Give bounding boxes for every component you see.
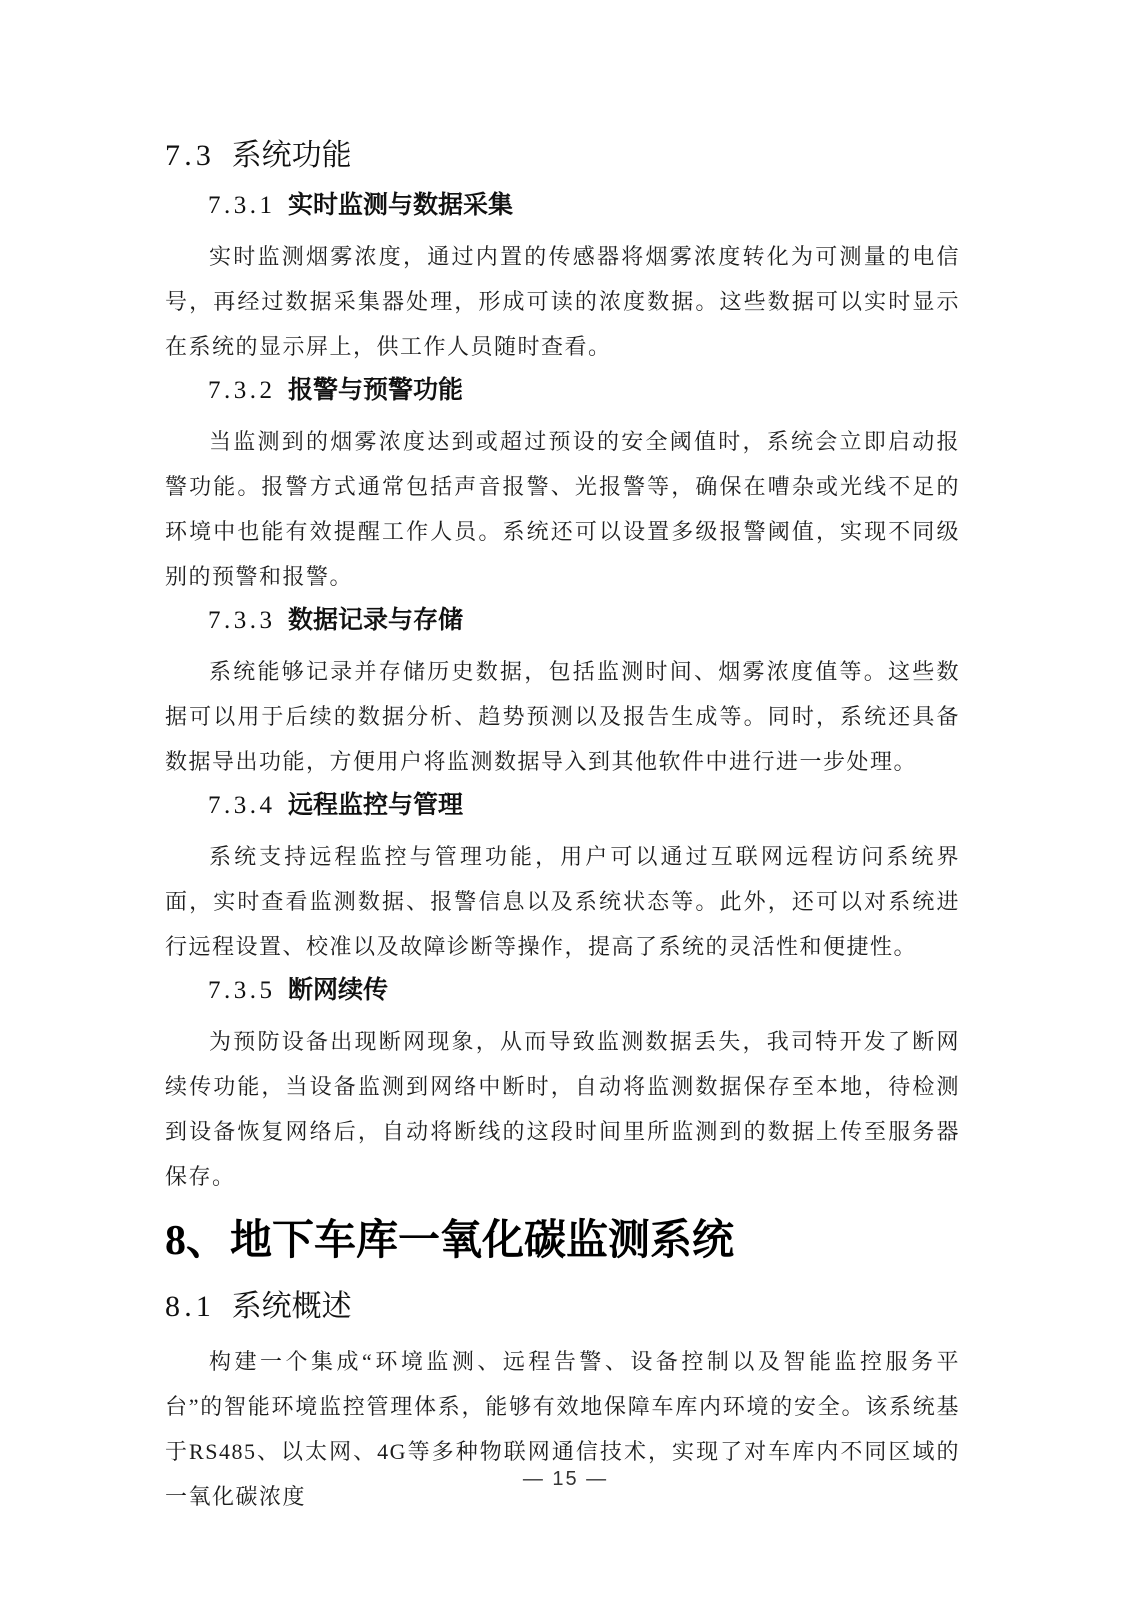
heading-7-3-1-title: 实时监测与数据采集 (288, 192, 514, 219)
heading-8-1-number: 8.1 (165, 1290, 216, 1323)
paragraph-7-3-2-body: 当监测到的烟雾浓度达到或超过预设的安全阈值时，系统会立即启动报警功能。报警方式通常包括声音报警、光报警等，确保在嘈杂或光线不足的环境中也能有效提醒工作人员。系统还可以设置多级报警阈值，实现不同级别的预警和报警。 (165, 429, 960, 589)
section-7-3-3 (165, 605, 960, 784)
page-number: — 15 — (522, 1468, 609, 1490)
heading-chapter-8-title: 地下车库一氧化碳监测系统 (230, 1218, 735, 1264)
section-7-3-1 (165, 190, 960, 369)
section-7-3-4 (165, 790, 960, 969)
heading-7-3-3-number: 7.3.3 (208, 607, 276, 634)
heading-7-3-4-number: 7.3.4 (208, 792, 276, 819)
heading-7-3-1 (208, 190, 960, 221)
heading-7-3-4 (208, 790, 960, 821)
heading-7-3-2-title: 报警与预警功能 (288, 377, 464, 404)
paragraph-7-3-5-body: 为预防设备出现断网现象，从而导致监测数据丢失，我司特开发了断网续传功能，当设备监测到网络中断时，自动将监测数据保存至本地，待检测到设备恢复网络后，自动将断线的这段时间里所监测到的数据上传至服务器保存。 (165, 1029, 960, 1189)
heading-7-3-4-title: 远程监控与管理 (288, 792, 464, 819)
heading-8-1 (165, 1289, 960, 1325)
heading-7-3-5-title: 断网续传 (288, 977, 389, 1004)
heading-8-1-title: 系统概述 (231, 1290, 352, 1323)
heading-chapter-8 (165, 1213, 960, 1269)
paragraph-8-1-body: 构建一个集成“环境监测、远程告警、设备控制以及智能监控服务平台”的智能环境监控管理体系，能够有效地保障车库内环境的安全。该系统基于RS485、以太网、4G等多种物联网通信技术，实现了对车库内不同区域的一氧化碳浓度 (165, 1349, 960, 1509)
heading-chapter-8-number: 8、 (165, 1218, 229, 1264)
heading-7-3-title: 系统功能 (231, 139, 352, 172)
heading-7-3 (165, 138, 960, 174)
heading-7-3-2-number: 7.3.2 (208, 377, 276, 404)
section-7-3-5 (165, 975, 960, 1199)
heading-7-3-1-number: 7.3.1 (208, 192, 276, 219)
heading-7-3-number: 7.3 (165, 139, 216, 172)
heading-7-3-5 (208, 975, 960, 1006)
heading-7-3-5-number: 7.3.5 (208, 977, 276, 1004)
heading-7-3-3-title: 数据记录与存储 (288, 607, 464, 634)
paragraph-7-3-4-body: 系统支持远程监控与管理功能，用户可以通过互联网远程访问系统界面，实时查看监测数据、报警信息以及系统状态等。此外，还可以对系统进行远程设置、校准以及故障诊断等操作，提高了系统的灵活性和便捷性。 (165, 844, 960, 959)
section-7-3-2 (165, 375, 960, 599)
paragraph-7-3-1-body: 实时监测烟雾浓度，通过内置的传感器将烟雾浓度转化为可测量的电信号，再经过数据采集器处理，形成可读的浓度数据。这些数据可以实时显示在系统的显示屏上，供工作人员随时查看。 (165, 244, 960, 359)
heading-7-3-2 (208, 375, 960, 406)
paragraph-7-3-3-body: 系统能够记录并存储历史数据，包括监测时间、烟雾浓度值等。这些数据可以用于后续的数据分析、趋势预测以及报告生成等。同时，系统还具备数据导出功能，方便用户将监测数据导入到其他软件中进行进一步处理。 (165, 659, 960, 774)
heading-7-3-3 (208, 605, 960, 636)
